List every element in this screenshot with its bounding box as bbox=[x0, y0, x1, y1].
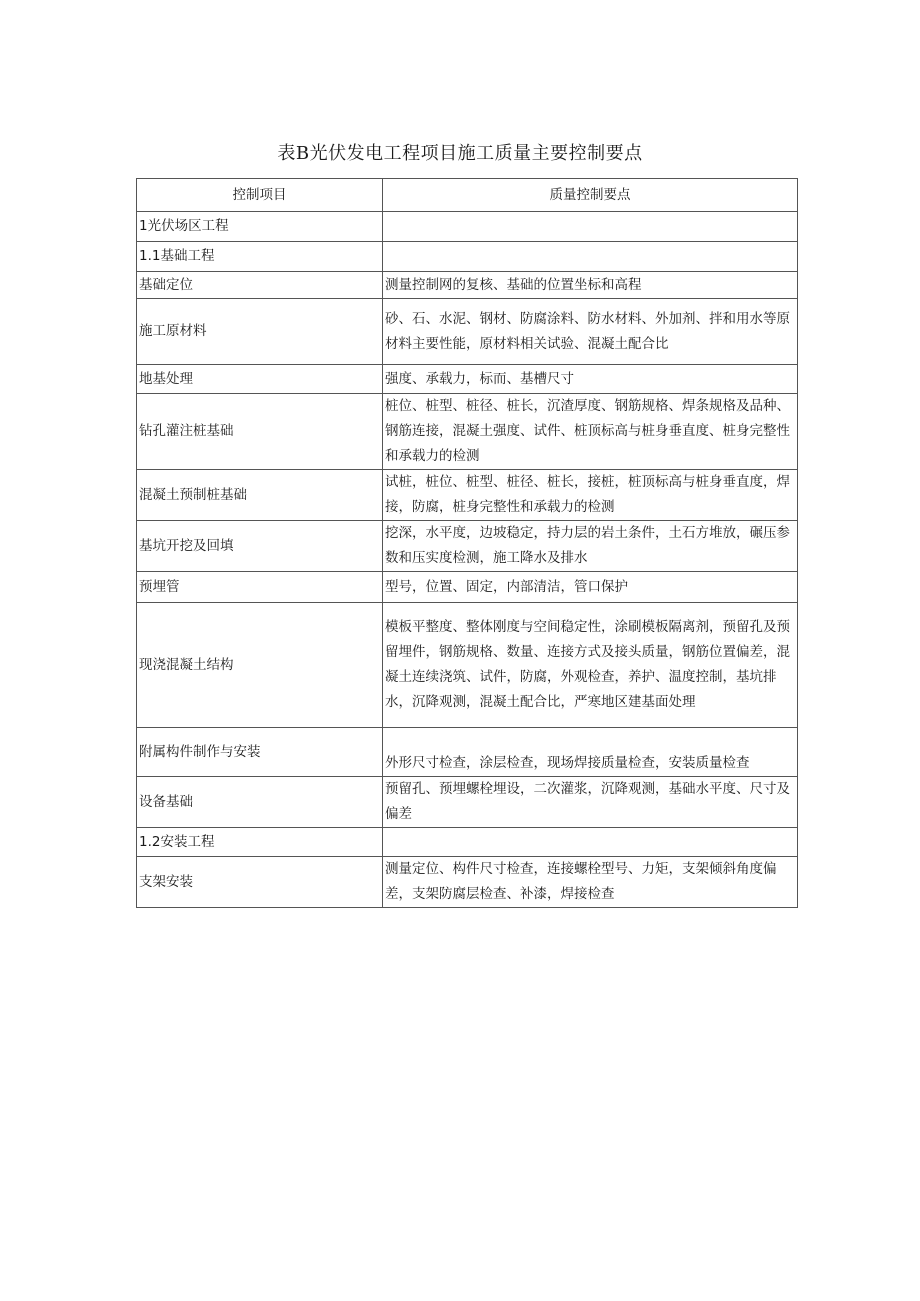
quality-points-cell bbox=[383, 242, 798, 272]
table-row bbox=[137, 572, 798, 603]
control-item-cell: 1.2安装工程 bbox=[137, 828, 383, 857]
control-item-cell: 施工原材料 bbox=[137, 299, 383, 365]
control-item-cell: 现浇混凝土结构 bbox=[137, 603, 383, 728]
table-row bbox=[137, 728, 798, 777]
control-item-cell: 混凝土预制桩基础 bbox=[137, 470, 383, 521]
quality-points-cell: 测量控制网的复核、基础的位置坐标和高程 bbox=[383, 272, 798, 299]
table-section-row bbox=[137, 828, 798, 857]
control-item-cell: 设备基础 bbox=[137, 777, 383, 828]
control-item-cell: 钻孔灌注桩基础 bbox=[137, 394, 383, 470]
table-row bbox=[137, 365, 798, 394]
table-row bbox=[137, 521, 798, 572]
quality-control-table bbox=[136, 178, 798, 908]
control-item-cell: 预埋管 bbox=[137, 572, 383, 603]
control-item-cell: 支架安装 bbox=[137, 857, 383, 908]
header-control-item: 控制项目 bbox=[137, 179, 383, 212]
quality-points-cell: 模板平整度、整体刚度与空间稳定性，涂刷模板隔离剂，预留孔及预留埋件，钢筋规格、数量、连接方式及接头质量，钢筋位置偏差，混凝土连续浇筑、试件，防腐，外观检查，养护、温度控制，基坑排水，沉降观测，混凝土配合比，严寒地区建基面处理 bbox=[383, 603, 798, 728]
header-quality-points: 质量控制要点 bbox=[383, 179, 798, 212]
table-section-row bbox=[137, 242, 798, 272]
control-item-cell: 基础定位 bbox=[137, 272, 383, 299]
table-row bbox=[137, 299, 798, 365]
table-row bbox=[137, 603, 798, 728]
table-section-row bbox=[137, 212, 798, 242]
table-row bbox=[137, 272, 798, 299]
quality-points-cell: 测量定位、构件尺寸检查，连接螺栓型号、力矩，支架倾斜角度偏差，支架防腐层检查、补漆，焊接检查 bbox=[383, 857, 798, 908]
control-item-cell: 1光伏场区工程 bbox=[137, 212, 383, 242]
quality-points-cell bbox=[383, 828, 798, 857]
quality-points-cell: 试桩，桩位、桩型、桩径、桩长，接桩，桩顶标高与桩身垂直度，焊接，防腐，桩身完整性和承载力的检测 bbox=[383, 470, 798, 521]
quality-points-cell: 预留孔、预埋螺栓埋设，二次灌浆，沉降观测，基础水平度、尺寸及偏差 bbox=[383, 777, 798, 828]
quality-points-cell: 砂、石、水泥、钢材、防腐涂料、防水材料、外加剂、拌和用水等原材料主要性能，原材料相关试验、混凝土配合比 bbox=[383, 299, 798, 365]
quality-points-cell: 桩位、桩型、桩径、桩长，沉渣厚度、钢筋规格、焊条规格及品种、钢筋连接，混凝土强度、试件、桩顶标高与桩身垂直度、桩身完整性和承载力的检测 bbox=[383, 394, 798, 470]
quality-points-cell bbox=[383, 212, 798, 242]
quality-points-cell: 强度、承载力，标而、基槽尺寸 bbox=[383, 365, 798, 394]
table-row bbox=[137, 857, 798, 908]
table-body bbox=[137, 212, 798, 908]
quality-points-cell: 型号，位置、固定，内部清洁，管口保护 bbox=[383, 572, 798, 603]
table-row bbox=[137, 394, 798, 470]
table-row bbox=[137, 470, 798, 521]
quality-points-cell: 外形尺寸检查，涂层检查，现场焊接质量检查，安装质量检查 bbox=[383, 728, 798, 777]
table-header-row bbox=[137, 179, 798, 212]
control-item-cell: 附属构件制作与安装 bbox=[137, 728, 383, 777]
control-item-cell: 基坑开挖及回填 bbox=[137, 521, 383, 572]
control-item-cell: 地基处理 bbox=[137, 365, 383, 394]
document-title: 表B光伏发电工程项目施工质量主要控制要点 bbox=[277, 143, 643, 164]
table-row bbox=[137, 777, 798, 828]
control-item-cell: 1.1基础工程 bbox=[137, 242, 383, 272]
quality-points-cell: 挖深，水平度，边坡稳定，持力层的岩土条件，土石方堆放，碾压参数和压实度检测，施工降水及排水 bbox=[383, 521, 798, 572]
